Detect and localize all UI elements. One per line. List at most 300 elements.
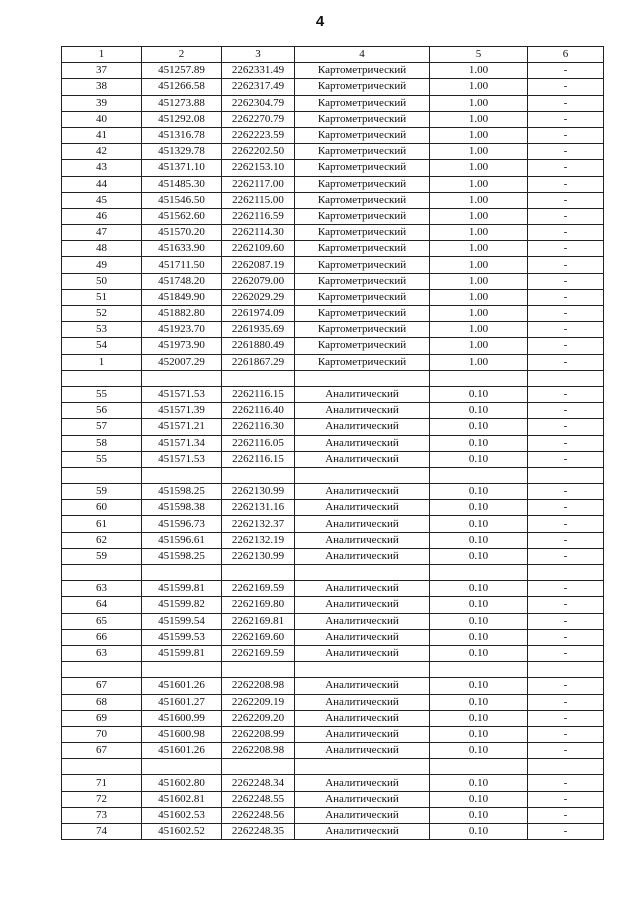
accuracy-cell — [430, 662, 528, 678]
table-row — [62, 127, 604, 143]
table-row — [62, 160, 604, 176]
y-coordinate-cell: 2261935.69 — [222, 322, 295, 338]
accuracy-cell: 0.10 — [430, 435, 528, 451]
table-row — [62, 532, 604, 548]
table-row — [62, 354, 604, 370]
x-coordinate-cell: 451571.53 — [142, 386, 222, 402]
accuracy-cell: 0.10 — [430, 516, 528, 532]
y-coordinate-cell: 2262109.60 — [222, 241, 295, 257]
notes-cell: - — [528, 192, 604, 208]
y-coordinate-cell: 2262116.59 — [222, 208, 295, 224]
point-number-cell: 46 — [62, 208, 142, 224]
method-cell — [295, 662, 430, 678]
x-coordinate-cell: 451371.10 — [142, 160, 222, 176]
y-coordinate-cell: 2261974.09 — [222, 306, 295, 322]
accuracy-cell: 1.00 — [430, 192, 528, 208]
method-cell: Аналитический — [295, 403, 430, 419]
accuracy-cell: 0.10 — [430, 613, 528, 629]
x-coordinate-cell: 451562.60 — [142, 208, 222, 224]
accuracy-cell: 1.00 — [430, 111, 528, 127]
accuracy-cell: 0.10 — [430, 775, 528, 791]
y-coordinate-cell: 2262087.19 — [222, 257, 295, 273]
table-row — [62, 95, 604, 111]
x-coordinate-cell: 451599.82 — [142, 597, 222, 613]
x-coordinate-cell: 451599.81 — [142, 581, 222, 597]
method-cell: Картометрический — [295, 306, 430, 322]
point-number-cell: 59 — [62, 548, 142, 564]
accuracy-cell: 0.10 — [430, 386, 528, 402]
x-coordinate-cell: 451571.21 — [142, 419, 222, 435]
point-number-cell: 56 — [62, 403, 142, 419]
y-coordinate-cell: 2262208.98 — [222, 743, 295, 759]
notes-cell: - — [528, 144, 604, 160]
notes-cell: - — [528, 225, 604, 241]
y-coordinate-cell: 2262117.00 — [222, 176, 295, 192]
table-row — [62, 694, 604, 710]
y-coordinate-cell: 2262079.00 — [222, 273, 295, 289]
y-coordinate-cell: 2262331.49 — [222, 63, 295, 79]
accuracy-cell: 1.00 — [430, 127, 528, 143]
accuracy-cell: 0.10 — [430, 743, 528, 759]
notes-cell: - — [528, 95, 604, 111]
notes-cell: - — [528, 63, 604, 79]
method-cell: Картометрический — [295, 354, 430, 370]
x-coordinate-cell: 451266.58 — [142, 79, 222, 95]
x-coordinate-cell: 451602.53 — [142, 807, 222, 823]
table-row — [62, 241, 604, 257]
notes-cell: - — [528, 241, 604, 257]
x-coordinate-cell: 451849.90 — [142, 289, 222, 305]
y-coordinate-cell: 2262270.79 — [222, 111, 295, 127]
method-cell: Аналитический — [295, 710, 430, 726]
notes-cell: - — [528, 645, 604, 661]
table-row — [62, 565, 604, 581]
x-coordinate-cell: 451570.20 — [142, 225, 222, 241]
point-number-cell — [62, 467, 142, 483]
x-coordinate-cell: 451571.53 — [142, 451, 222, 467]
point-number-cell: 42 — [62, 144, 142, 160]
y-coordinate-cell: 2262116.40 — [222, 403, 295, 419]
method-cell: Аналитический — [295, 824, 430, 840]
x-coordinate-cell: 451571.34 — [142, 435, 222, 451]
accuracy-cell: 0.10 — [430, 532, 528, 548]
table-row — [62, 662, 604, 678]
column-header: 4 — [295, 47, 430, 63]
table-row — [62, 435, 604, 451]
point-number-cell: 49 — [62, 257, 142, 273]
point-number-cell: 39 — [62, 95, 142, 111]
y-coordinate-cell: 2262248.35 — [222, 824, 295, 840]
accuracy-cell: 1.00 — [430, 241, 528, 257]
accuracy-cell: 0.10 — [430, 807, 528, 823]
y-coordinate-cell: 2262209.20 — [222, 710, 295, 726]
method-cell: Картометрический — [295, 95, 430, 111]
point-number-cell: 73 — [62, 807, 142, 823]
method-cell: Аналитический — [295, 548, 430, 564]
y-coordinate-cell: 2262317.49 — [222, 79, 295, 95]
y-coordinate-cell: 2262132.37 — [222, 516, 295, 532]
table-row — [62, 516, 604, 532]
y-coordinate-cell: 2262116.15 — [222, 451, 295, 467]
notes-cell: - — [528, 79, 604, 95]
method-cell — [295, 565, 430, 581]
accuracy-cell: 0.10 — [430, 484, 528, 500]
method-cell: Аналитический — [295, 500, 430, 516]
table-row — [62, 111, 604, 127]
table-row — [62, 63, 604, 79]
method-cell: Аналитический — [295, 484, 430, 500]
point-number-cell — [62, 565, 142, 581]
notes-cell — [528, 565, 604, 581]
table-row — [62, 144, 604, 160]
accuracy-cell: 0.10 — [430, 678, 528, 694]
notes-cell: - — [528, 354, 604, 370]
accuracy-cell: 1.00 — [430, 354, 528, 370]
accuracy-cell: 1.00 — [430, 306, 528, 322]
point-number-cell: 70 — [62, 726, 142, 742]
table-row — [62, 289, 604, 305]
coordinates-table — [61, 46, 604, 840]
point-number-cell: 74 — [62, 824, 142, 840]
notes-cell — [528, 467, 604, 483]
point-number-cell: 61 — [62, 516, 142, 532]
table-row — [62, 467, 604, 483]
method-cell: Аналитический — [295, 516, 430, 532]
y-coordinate-cell: 2261880.49 — [222, 338, 295, 354]
method-cell: Аналитический — [295, 775, 430, 791]
method-cell: Картометрический — [295, 322, 430, 338]
x-coordinate-cell: 451598.25 — [142, 484, 222, 500]
point-number-cell: 45 — [62, 192, 142, 208]
table-row — [62, 743, 604, 759]
method-cell: Картометрический — [295, 289, 430, 305]
method-cell: Картометрический — [295, 257, 430, 273]
table-row — [62, 581, 604, 597]
y-coordinate-cell: 2262115.00 — [222, 192, 295, 208]
x-coordinate-cell — [142, 662, 222, 678]
notes-cell: - — [528, 807, 604, 823]
method-cell: Картометрический — [295, 127, 430, 143]
point-number-cell: 69 — [62, 710, 142, 726]
table-row — [62, 192, 604, 208]
method-cell: Картометрический — [295, 225, 430, 241]
x-coordinate-cell: 452007.29 — [142, 354, 222, 370]
table-row — [62, 791, 604, 807]
accuracy-cell: 1.00 — [430, 322, 528, 338]
x-coordinate-cell: 451602.52 — [142, 824, 222, 840]
x-coordinate-cell — [142, 370, 222, 386]
y-coordinate-cell: 2262248.56 — [222, 807, 295, 823]
table-row — [62, 79, 604, 95]
x-coordinate-cell: 451596.73 — [142, 516, 222, 532]
point-number-cell: 72 — [62, 791, 142, 807]
table-row — [62, 176, 604, 192]
notes-cell: - — [528, 289, 604, 305]
method-cell — [295, 467, 430, 483]
x-coordinate-cell: 451316.78 — [142, 127, 222, 143]
method-cell: Картометрический — [295, 160, 430, 176]
notes-cell: - — [528, 548, 604, 564]
y-coordinate-cell: 2262202.50 — [222, 144, 295, 160]
method-cell: Аналитический — [295, 726, 430, 742]
accuracy-cell: 0.10 — [430, 451, 528, 467]
point-number-cell: 55 — [62, 451, 142, 467]
notes-cell: - — [528, 435, 604, 451]
notes-cell: - — [528, 111, 604, 127]
notes-cell: - — [528, 338, 604, 354]
accuracy-cell: 1.00 — [430, 160, 528, 176]
point-number-cell: 66 — [62, 629, 142, 645]
notes-cell: - — [528, 176, 604, 192]
point-number-cell: 40 — [62, 111, 142, 127]
table-row — [62, 322, 604, 338]
table-row — [62, 338, 604, 354]
accuracy-cell: 1.00 — [430, 208, 528, 224]
notes-cell — [528, 759, 604, 775]
point-number-cell: 62 — [62, 532, 142, 548]
notes-cell: - — [528, 710, 604, 726]
y-coordinate-cell: 2262169.81 — [222, 613, 295, 629]
notes-cell: - — [528, 824, 604, 840]
notes-cell: - — [528, 629, 604, 645]
accuracy-cell — [430, 565, 528, 581]
method-cell: Аналитический — [295, 807, 430, 823]
y-coordinate-cell: 2262223.59 — [222, 127, 295, 143]
x-coordinate-cell: 451601.26 — [142, 678, 222, 694]
table-row — [62, 759, 604, 775]
point-number-cell: 1 — [62, 354, 142, 370]
y-coordinate-cell: 2262169.80 — [222, 597, 295, 613]
notes-cell: - — [528, 208, 604, 224]
table-body — [62, 63, 604, 840]
method-cell: Картометрический — [295, 144, 430, 160]
notes-cell: - — [528, 403, 604, 419]
notes-cell: - — [528, 500, 604, 516]
y-coordinate-cell: 2262153.10 — [222, 160, 295, 176]
y-coordinate-cell: 2262130.99 — [222, 548, 295, 564]
table-row — [62, 451, 604, 467]
accuracy-cell: 1.00 — [430, 225, 528, 241]
point-number-cell — [62, 662, 142, 678]
x-coordinate-cell: 451292.08 — [142, 111, 222, 127]
method-cell: Аналитический — [295, 694, 430, 710]
x-coordinate-cell — [142, 467, 222, 483]
method-cell: Аналитический — [295, 597, 430, 613]
accuracy-cell: 0.10 — [430, 629, 528, 645]
y-coordinate-cell — [222, 370, 295, 386]
x-coordinate-cell — [142, 759, 222, 775]
y-coordinate-cell: 2262169.59 — [222, 581, 295, 597]
accuracy-cell: 0.10 — [430, 403, 528, 419]
x-coordinate-cell: 451601.26 — [142, 743, 222, 759]
accuracy-cell: 1.00 — [430, 338, 528, 354]
notes-cell: - — [528, 516, 604, 532]
table-row — [62, 403, 604, 419]
table-header — [62, 47, 604, 63]
point-number-cell: 55 — [62, 386, 142, 402]
accuracy-cell: 0.10 — [430, 824, 528, 840]
notes-cell: - — [528, 386, 604, 402]
method-cell: Аналитический — [295, 532, 430, 548]
x-coordinate-cell: 451546.50 — [142, 192, 222, 208]
table-row — [62, 225, 604, 241]
method-cell — [295, 759, 430, 775]
point-number-cell — [62, 759, 142, 775]
point-number-cell: 57 — [62, 419, 142, 435]
point-number-cell: 68 — [62, 694, 142, 710]
x-coordinate-cell: 451598.38 — [142, 500, 222, 516]
method-cell: Картометрический — [295, 79, 430, 95]
point-number-cell: 63 — [62, 645, 142, 661]
y-coordinate-cell — [222, 662, 295, 678]
y-coordinate-cell: 2262169.59 — [222, 645, 295, 661]
notes-cell: - — [528, 306, 604, 322]
point-number-cell: 54 — [62, 338, 142, 354]
accuracy-cell: 0.10 — [430, 710, 528, 726]
notes-cell: - — [528, 257, 604, 273]
table-row — [62, 775, 604, 791]
x-coordinate-cell: 451600.98 — [142, 726, 222, 742]
method-cell: Картометрический — [295, 338, 430, 354]
method-cell: Аналитический — [295, 645, 430, 661]
table-row — [62, 629, 604, 645]
point-number-cell: 43 — [62, 160, 142, 176]
x-coordinate-cell: 451598.25 — [142, 548, 222, 564]
accuracy-cell: 0.10 — [430, 694, 528, 710]
page-number: 4 — [315, 13, 325, 30]
notes-cell: - — [528, 726, 604, 742]
notes-cell — [528, 370, 604, 386]
method-cell: Картометрический — [295, 192, 430, 208]
table-row — [62, 597, 604, 613]
notes-cell — [528, 662, 604, 678]
point-number-cell: 64 — [62, 597, 142, 613]
method-cell: Картометрический — [295, 241, 430, 257]
point-number-cell: 53 — [62, 322, 142, 338]
y-coordinate-cell: 2262248.34 — [222, 775, 295, 791]
point-number-cell: 38 — [62, 79, 142, 95]
y-coordinate-cell — [222, 467, 295, 483]
y-coordinate-cell: 2262209.19 — [222, 694, 295, 710]
accuracy-cell: 0.10 — [430, 581, 528, 597]
notes-cell: - — [528, 484, 604, 500]
point-number-cell: 65 — [62, 613, 142, 629]
y-coordinate-cell: 2262304.79 — [222, 95, 295, 111]
accuracy-cell: 1.00 — [430, 289, 528, 305]
accuracy-cell: 1.00 — [430, 95, 528, 111]
point-number-cell — [62, 370, 142, 386]
method-cell: Аналитический — [295, 743, 430, 759]
notes-cell: - — [528, 532, 604, 548]
column-header: 1 — [62, 47, 142, 63]
method-cell: Аналитический — [295, 791, 430, 807]
point-number-cell: 47 — [62, 225, 142, 241]
column-header: 5 — [430, 47, 528, 63]
method-cell: Аналитический — [295, 629, 430, 645]
point-number-cell: 44 — [62, 176, 142, 192]
notes-cell: - — [528, 127, 604, 143]
accuracy-cell: 1.00 — [430, 257, 528, 273]
table-row — [62, 257, 604, 273]
table-row — [62, 273, 604, 289]
table-row — [62, 824, 604, 840]
table-row — [62, 386, 604, 402]
y-coordinate-cell — [222, 565, 295, 581]
accuracy-cell: 0.10 — [430, 548, 528, 564]
notes-cell: - — [528, 743, 604, 759]
point-number-cell: 63 — [62, 581, 142, 597]
x-coordinate-cell: 451600.99 — [142, 710, 222, 726]
notes-cell: - — [528, 273, 604, 289]
method-cell — [295, 370, 430, 386]
column-header: 3 — [222, 47, 295, 63]
y-coordinate-cell: 2262029.29 — [222, 289, 295, 305]
point-number-cell: 60 — [62, 500, 142, 516]
point-number-cell: 52 — [62, 306, 142, 322]
accuracy-cell — [430, 759, 528, 775]
method-cell: Аналитический — [295, 451, 430, 467]
point-number-cell: 48 — [62, 241, 142, 257]
x-coordinate-cell: 451329.78 — [142, 144, 222, 160]
notes-cell: - — [528, 597, 604, 613]
y-coordinate-cell: 2262248.55 — [222, 791, 295, 807]
accuracy-cell: 0.10 — [430, 419, 528, 435]
accuracy-cell: 0.10 — [430, 791, 528, 807]
accuracy-cell: 1.00 — [430, 273, 528, 289]
y-coordinate-cell: 2262131.16 — [222, 500, 295, 516]
point-number-cell: 41 — [62, 127, 142, 143]
table-row — [62, 710, 604, 726]
y-coordinate-cell: 2262116.15 — [222, 386, 295, 402]
point-number-cell: 51 — [62, 289, 142, 305]
y-coordinate-cell: 2262116.30 — [222, 419, 295, 435]
point-number-cell: 58 — [62, 435, 142, 451]
method-cell: Картометрический — [295, 273, 430, 289]
table-row — [62, 484, 604, 500]
x-coordinate-cell: 451257.89 — [142, 63, 222, 79]
table-row — [62, 419, 604, 435]
y-coordinate-cell: 2262169.60 — [222, 629, 295, 645]
table-row — [62, 208, 604, 224]
method-cell: Аналитический — [295, 419, 430, 435]
x-coordinate-cell: 451711.50 — [142, 257, 222, 273]
x-coordinate-cell: 451973.90 — [142, 338, 222, 354]
table-row — [62, 306, 604, 322]
table-row — [62, 548, 604, 564]
x-coordinate-cell: 451882.80 — [142, 306, 222, 322]
method-cell: Аналитический — [295, 613, 430, 629]
table-row — [62, 370, 604, 386]
notes-cell: - — [528, 581, 604, 597]
accuracy-cell: 1.00 — [430, 176, 528, 192]
x-coordinate-cell — [142, 565, 222, 581]
table-row — [62, 613, 604, 629]
accuracy-cell: 0.10 — [430, 645, 528, 661]
accuracy-cell — [430, 467, 528, 483]
point-number-cell: 59 — [62, 484, 142, 500]
x-coordinate-cell: 451599.54 — [142, 613, 222, 629]
point-number-cell: 71 — [62, 775, 142, 791]
notes-cell: - — [528, 694, 604, 710]
x-coordinate-cell: 451596.61 — [142, 532, 222, 548]
table-row — [62, 807, 604, 823]
method-cell: Аналитический — [295, 581, 430, 597]
method-cell: Аналитический — [295, 386, 430, 402]
method-cell: Картометрический — [295, 63, 430, 79]
notes-cell: - — [528, 791, 604, 807]
accuracy-cell — [430, 370, 528, 386]
y-coordinate-cell: 2261867.29 — [222, 354, 295, 370]
